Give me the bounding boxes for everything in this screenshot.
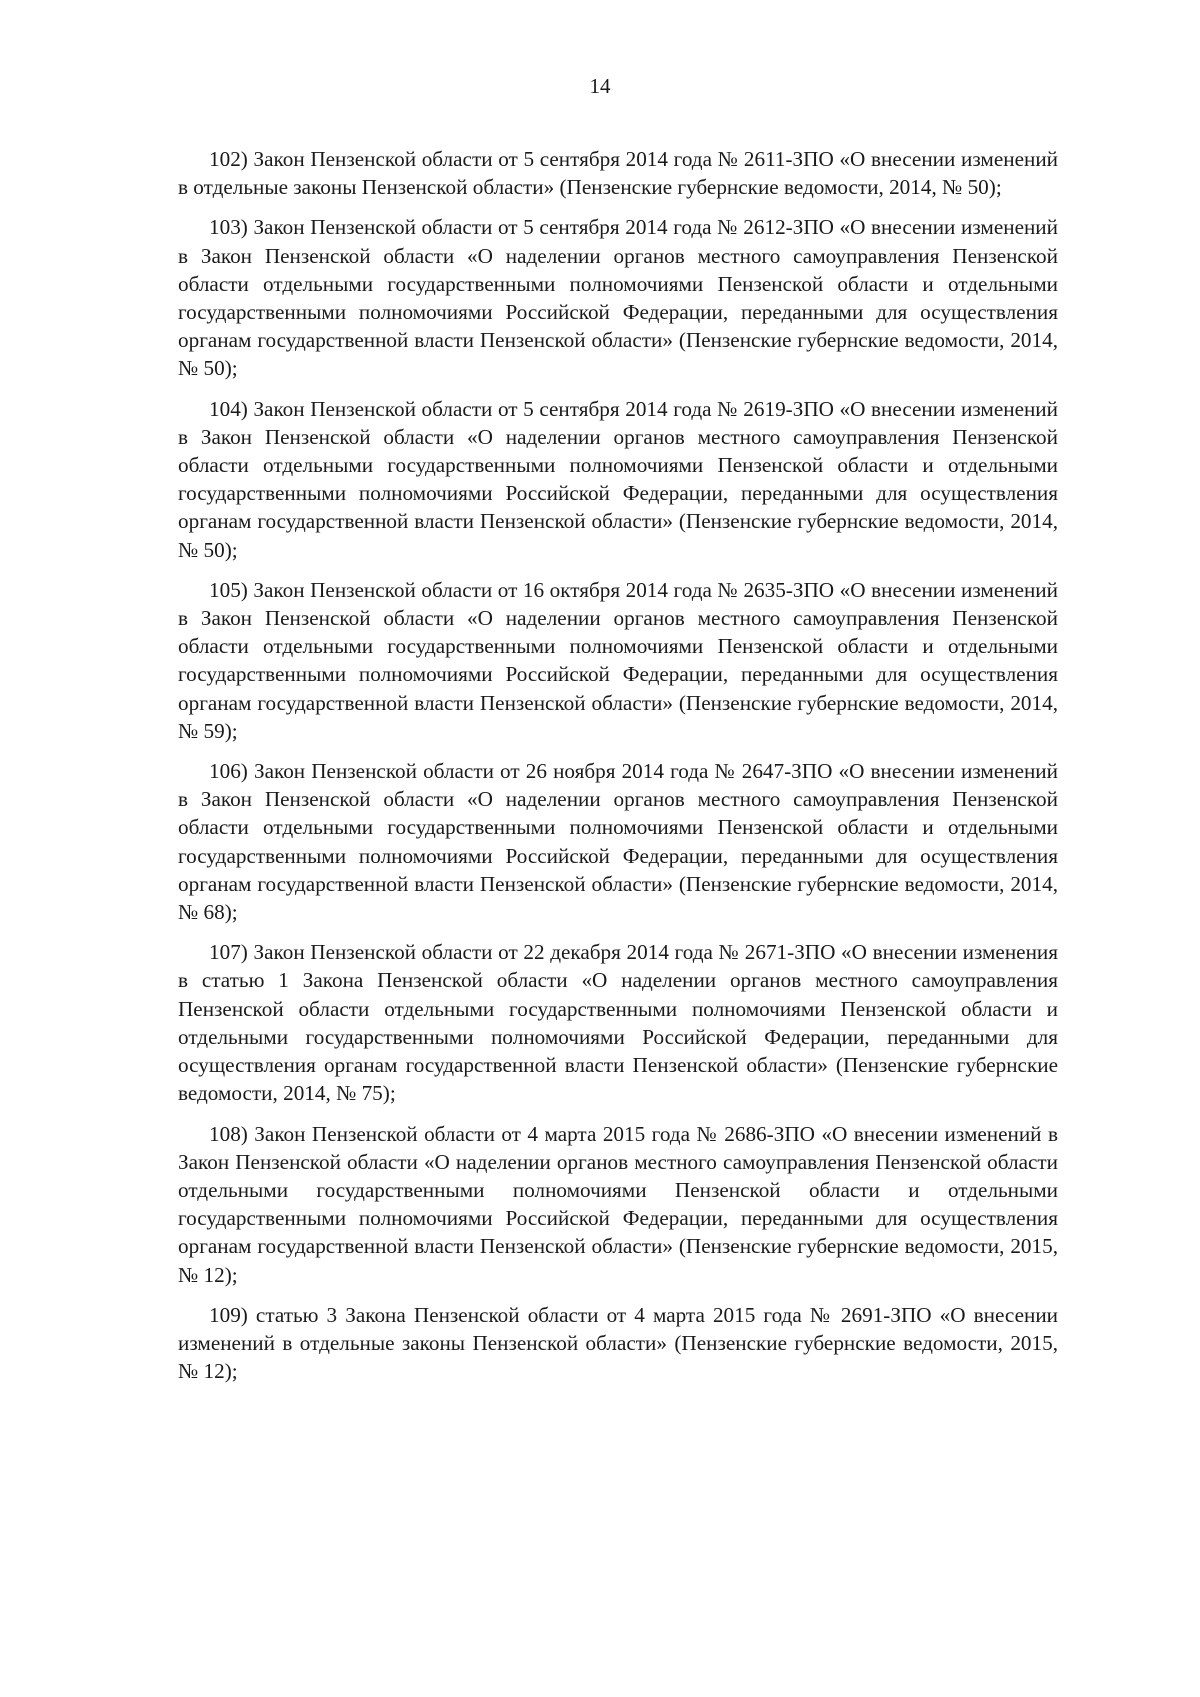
page-number: 14 [589,74,611,98]
document-body [178,145,1058,1397]
list-item-103: 103) Закон Пензенской области от 5 сентября 2014 года № 2612-ЗПО «О внесении изменений в Закон Пензенской области «О наделении органов местного самоуправления Пензенской области отдельными государственными полномочиями Пензенской области и отдельными государственными полномочиями Российской Федерации, переданными для осуществления органам государственной власти Пензенской области» (Пензенские губернские ведомости, 2014, № 50); [178,215,1058,381]
list-item-106: 106) Закон Пензенской области от 26 ноября 2014 года № 2647-ЗПО «О внесении изменений в Закон Пензенской области «О наделении органов местного самоуправления Пензенской области отдельными государственными полномочиями Пензенской области и отдельными государственными полномочиями Российской Федерации, переданными для осуществления органам государственной власти Пензенской области» (Пензенские губернские ведомости, 2014, № 68); [178,759,1058,925]
list-item-105: 105) Закон Пензенской области от 16 октября 2014 года № 2635-ЗПО «О внесении изменений в Закон Пензенской области «О наделении органов местного самоуправления Пензенской области отдельными государственными полномочиями Пензенской области и отдельными государственными полномочиями Российской Федерации, переданными для осуществления органам государственной власти Пензенской области» (Пензенские губернские ведомости, 2014, № 59); [178,577,1058,743]
list-item-107: 107) Закон Пензенской области от 22 декабря 2014 года № 2671-ЗПО «О внесении изменения в статью 1 Закона Пензенской области «О наделении органов местного самоуправления Пензенской области отдельными государственными полномочиями Пензенской области и отдельными государственными полномочиями Российской Федерации, переданными для осуществления органам государственной власти Пензенской области» (Пензенские губернские ведомости, 2014, № 75); [178,940,1058,1106]
list-item-104: 104) Закон Пензенской области от 5 сентября 2014 года № 2619-ЗПО «О внесении изменений в Закон Пензенской области «О наделении органов местного самоуправления Пензенской области отдельными государственными полномочиями Пензенской области и отдельными государственными полномочиями Российской Федерации, переданными для осуществления органам государственной власти Пензенской области» (Пензенские губернские ведомости, 2014, № 50); [178,396,1058,562]
list-item-109: 109) статью 3 Закона Пензенской области от 4 марта 2015 года № 2691-ЗПО «О внесении изменений в отдельные законы Пензенской области» (Пензенские губернские ведомости, 2015, № 12); [178,1302,1058,1384]
list-item-102: 102) Закон Пензенской области от 5 сентября 2014 года № 2611-ЗПО «О внесении изменений в отдельные законы Пензенской области» (Пензенские губернские ведомости, 2014, № 50); [178,147,1058,200]
list-item-108: 108) Закон Пензенской области от 4 марта 2015 года № 2686-ЗПО «О внесении изменений в Закон Пензенской области «О наделении органов местного самоуправления Пензенской области отдельными государственными полномочиями Пензенской области и отдельными государственными полномочиями Российской Федерации, переданными для осуществления органам государственной власти Пензенской области» (Пензенские губернские ведомости, 2015, № 12); [178,1121,1058,1287]
